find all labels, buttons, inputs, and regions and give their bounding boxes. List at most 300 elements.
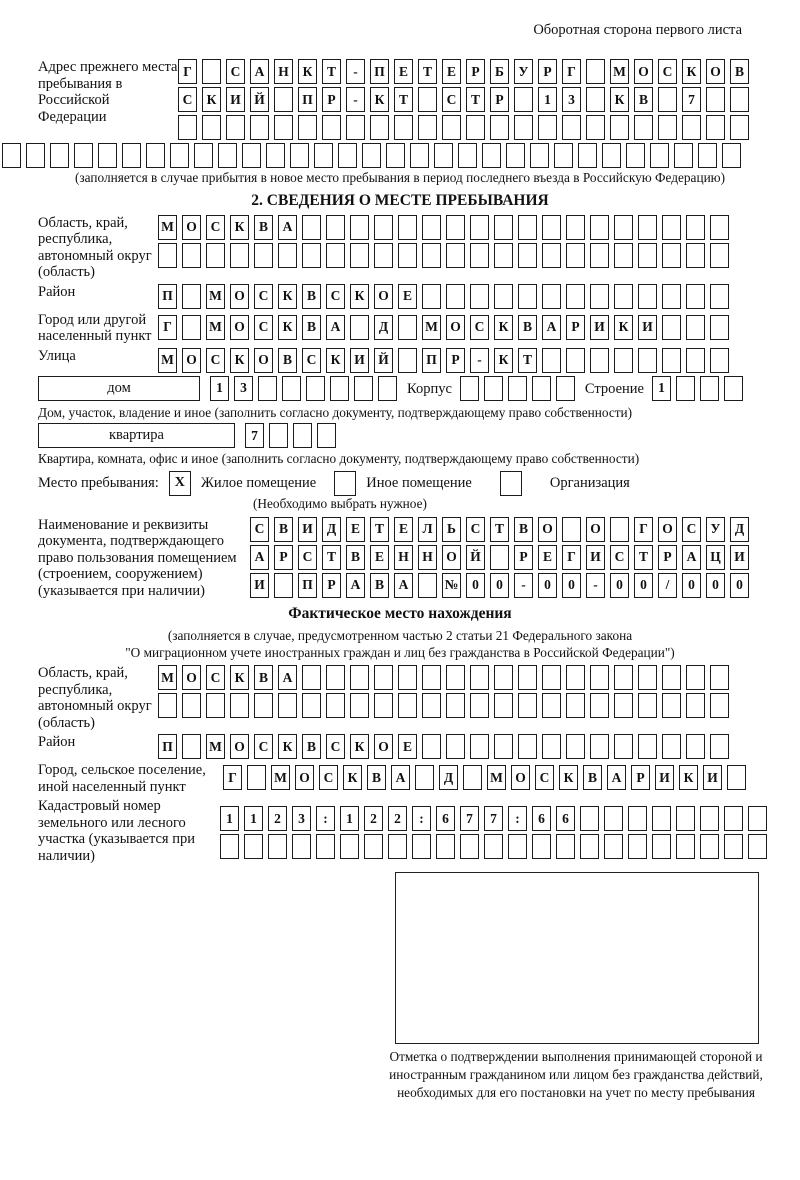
char-cell[interactable]	[247, 765, 266, 790]
char-cell[interactable]	[418, 87, 437, 112]
char-cell[interactable]: Е	[398, 284, 417, 309]
char-cell[interactable]	[542, 284, 561, 309]
char-cell[interactable]: В	[254, 215, 273, 240]
char-cell[interactable]	[446, 734, 465, 759]
char-cell[interactable]: П	[298, 573, 317, 598]
char-cell[interactable]: К	[230, 215, 249, 240]
char-cell[interactable]	[484, 376, 503, 401]
char-cell[interactable]: Г	[562, 545, 581, 570]
oblast-row-1[interactable]	[158, 215, 729, 240]
char-cell[interactable]	[514, 115, 533, 140]
char-cell[interactable]: К	[610, 87, 629, 112]
char-cell[interactable]: 6	[532, 806, 551, 831]
char-cell[interactable]: Д	[322, 517, 341, 542]
raion-cells[interactable]	[158, 284, 729, 309]
char-cell[interactable]	[122, 143, 141, 168]
char-cell[interactable]: В	[367, 765, 386, 790]
char-cell[interactable]	[652, 806, 671, 831]
char-cell[interactable]: 2	[388, 806, 407, 831]
char-cell[interactable]	[686, 284, 705, 309]
char-cell[interactable]	[354, 376, 373, 401]
char-cell[interactable]: 0	[610, 573, 629, 598]
char-cell[interactable]	[398, 243, 417, 268]
char-cell[interactable]	[278, 243, 297, 268]
char-cell[interactable]: М	[422, 315, 441, 340]
char-cell[interactable]: -	[586, 573, 605, 598]
char-cell[interactable]	[676, 806, 695, 831]
char-cell[interactable]: К	[343, 765, 362, 790]
char-cell[interactable]: 7	[460, 806, 479, 831]
char-cell[interactable]	[590, 665, 609, 690]
char-cell[interactable]	[628, 806, 647, 831]
char-cell[interactable]	[466, 115, 485, 140]
char-cell[interactable]: М	[158, 215, 177, 240]
char-cell[interactable]	[463, 765, 482, 790]
char-cell[interactable]: Р	[446, 348, 465, 373]
char-cell[interactable]	[446, 284, 465, 309]
char-cell[interactable]: Р	[274, 545, 293, 570]
char-cell[interactable]: О	[230, 315, 249, 340]
checkbox-organizatsiya[interactable]	[500, 471, 522, 496]
char-cell[interactable]: П	[298, 87, 317, 112]
char-cell[interactable]: Е	[370, 545, 389, 570]
char-cell[interactable]: Т	[466, 87, 485, 112]
char-cell[interactable]	[434, 143, 453, 168]
char-cell[interactable]	[302, 665, 321, 690]
char-cell[interactable]	[662, 215, 681, 240]
char-cell[interactable]	[518, 284, 537, 309]
char-cell[interactable]: С	[206, 348, 225, 373]
char-cell[interactable]: 0	[682, 573, 701, 598]
stroenie-cells[interactable]	[652, 376, 743, 401]
char-cell[interactable]: О	[230, 284, 249, 309]
char-cell[interactable]: М	[610, 59, 629, 84]
char-cell[interactable]	[686, 665, 705, 690]
char-cell[interactable]	[542, 348, 561, 373]
char-cell[interactable]	[460, 834, 479, 859]
char-cell[interactable]	[436, 834, 455, 859]
char-cell[interactable]: О	[511, 765, 530, 790]
char-cell[interactable]	[415, 765, 434, 790]
char-cell[interactable]: О	[182, 215, 201, 240]
char-cell[interactable]	[566, 284, 585, 309]
char-cell[interactable]	[710, 348, 729, 373]
char-cell[interactable]	[662, 665, 681, 690]
char-cell[interactable]	[562, 115, 581, 140]
char-cell[interactable]: А	[278, 215, 297, 240]
char-cell[interactable]	[556, 834, 575, 859]
char-cell[interactable]: Н	[274, 59, 293, 84]
char-cell[interactable]: В	[302, 734, 321, 759]
char-cell[interactable]	[586, 59, 605, 84]
char-cell[interactable]	[302, 243, 321, 268]
char-cell[interactable]	[178, 115, 197, 140]
char-cell[interactable]: П	[158, 284, 177, 309]
char-cell[interactable]	[494, 284, 513, 309]
house-number-cells[interactable]	[210, 376, 397, 401]
char-cell[interactable]	[322, 115, 341, 140]
char-cell[interactable]	[258, 376, 277, 401]
prev-address-row-2[interactable]	[178, 87, 749, 112]
char-cell[interactable]: М	[206, 315, 225, 340]
char-cell[interactable]	[206, 243, 225, 268]
char-cell[interactable]	[458, 143, 477, 168]
char-cell[interactable]: :	[412, 806, 431, 831]
char-cell[interactable]	[566, 665, 585, 690]
char-cell[interactable]: /	[658, 573, 677, 598]
char-cell[interactable]	[626, 143, 645, 168]
char-cell[interactable]: К	[298, 59, 317, 84]
korpus-cells[interactable]	[460, 376, 575, 401]
char-cell[interactable]	[676, 376, 695, 401]
char-cell[interactable]: С	[206, 215, 225, 240]
char-cell[interactable]	[658, 87, 677, 112]
char-cell[interactable]: Т	[634, 545, 653, 570]
char-cell[interactable]: Р	[490, 87, 509, 112]
char-cell[interactable]	[590, 693, 609, 718]
char-cell[interactable]	[554, 143, 573, 168]
char-cell[interactable]: :	[508, 806, 527, 831]
char-cell[interactable]	[602, 143, 621, 168]
char-cell[interactable]: К	[559, 765, 578, 790]
char-cell[interactable]: Л	[418, 517, 437, 542]
char-cell[interactable]: 7	[245, 423, 264, 448]
char-cell[interactable]: И	[250, 573, 269, 598]
char-cell[interactable]	[418, 115, 437, 140]
char-cell[interactable]	[146, 143, 165, 168]
char-cell[interactable]: В	[254, 665, 273, 690]
house-type-box[interactable]: дом	[38, 376, 200, 401]
char-cell[interactable]	[638, 693, 657, 718]
char-cell[interactable]	[686, 243, 705, 268]
char-cell[interactable]	[98, 143, 117, 168]
char-cell[interactable]: О	[374, 284, 393, 309]
char-cell[interactable]: 7	[484, 806, 503, 831]
char-cell[interactable]: В	[346, 545, 365, 570]
char-cell[interactable]: Г	[562, 59, 581, 84]
char-cell[interactable]	[662, 348, 681, 373]
char-cell[interactable]	[508, 376, 527, 401]
char-cell[interactable]	[532, 834, 551, 859]
char-cell[interactable]	[460, 376, 479, 401]
char-cell[interactable]	[244, 834, 263, 859]
char-cell[interactable]	[230, 693, 249, 718]
char-cell[interactable]: 2	[268, 806, 287, 831]
char-cell[interactable]	[698, 143, 717, 168]
char-cell[interactable]	[566, 693, 585, 718]
char-cell[interactable]: О	[442, 545, 461, 570]
char-cell[interactable]	[158, 693, 177, 718]
char-cell[interactable]	[662, 243, 681, 268]
char-cell[interactable]: Е	[394, 517, 413, 542]
char-cell[interactable]	[293, 423, 312, 448]
char-cell[interactable]: А	[250, 59, 269, 84]
char-cell[interactable]	[556, 376, 575, 401]
char-cell[interactable]: С	[466, 517, 485, 542]
char-cell[interactable]: В	[634, 87, 653, 112]
char-cell[interactable]: Д	[730, 517, 749, 542]
char-cell[interactable]	[50, 143, 69, 168]
char-cell[interactable]	[538, 115, 557, 140]
char-cell[interactable]	[470, 215, 489, 240]
fact-raion-cells[interactable]	[158, 734, 729, 759]
char-cell[interactable]	[686, 693, 705, 718]
char-cell[interactable]: К	[682, 59, 701, 84]
char-cell[interactable]: -	[346, 87, 365, 112]
char-cell[interactable]	[614, 215, 633, 240]
char-cell[interactable]	[398, 215, 417, 240]
char-cell[interactable]	[242, 143, 261, 168]
char-cell[interactable]: 3	[292, 806, 311, 831]
char-cell[interactable]: 3	[562, 87, 581, 112]
char-cell[interactable]: Б	[490, 59, 509, 84]
char-cell[interactable]: А	[346, 573, 365, 598]
char-cell[interactable]	[374, 243, 393, 268]
char-cell[interactable]: Д	[374, 315, 393, 340]
char-cell[interactable]	[316, 834, 335, 859]
char-cell[interactable]	[182, 284, 201, 309]
char-cell[interactable]: -	[470, 348, 489, 373]
char-cell[interactable]: Р	[566, 315, 585, 340]
char-cell[interactable]: Н	[394, 545, 413, 570]
char-cell[interactable]	[604, 834, 623, 859]
char-cell[interactable]: М	[158, 348, 177, 373]
char-cell[interactable]: Й	[466, 545, 485, 570]
char-cell[interactable]: П	[422, 348, 441, 373]
char-cell[interactable]: С	[302, 348, 321, 373]
char-cell[interactable]	[218, 143, 237, 168]
char-cell[interactable]	[484, 834, 503, 859]
char-cell[interactable]	[542, 215, 561, 240]
char-cell[interactable]	[638, 243, 657, 268]
char-cell[interactable]	[686, 315, 705, 340]
char-cell[interactable]	[730, 87, 749, 112]
char-cell[interactable]: К	[278, 734, 297, 759]
char-cell[interactable]: В	[583, 765, 602, 790]
char-cell[interactable]	[682, 115, 701, 140]
char-cell[interactable]	[724, 834, 743, 859]
char-cell[interactable]	[254, 693, 273, 718]
char-cell[interactable]	[350, 693, 369, 718]
char-cell[interactable]: 1	[220, 806, 239, 831]
cadastral-row-1[interactable]	[220, 806, 767, 831]
char-cell[interactable]: К	[350, 734, 369, 759]
char-cell[interactable]	[634, 115, 653, 140]
char-cell[interactable]: А	[682, 545, 701, 570]
char-cell[interactable]	[398, 315, 417, 340]
char-cell[interactable]	[482, 143, 501, 168]
char-cell[interactable]: П	[370, 59, 389, 84]
char-cell[interactable]: Г	[634, 517, 653, 542]
char-cell[interactable]	[580, 806, 599, 831]
char-cell[interactable]	[398, 693, 417, 718]
char-cell[interactable]: Г	[178, 59, 197, 84]
char-cell[interactable]: О	[182, 665, 201, 690]
char-cell[interactable]: 0	[538, 573, 557, 598]
char-cell[interactable]	[422, 284, 441, 309]
char-cell[interactable]: В	[302, 315, 321, 340]
char-cell[interactable]	[2, 143, 21, 168]
char-cell[interactable]	[650, 143, 669, 168]
char-cell[interactable]: -	[346, 59, 365, 84]
char-cell[interactable]: М	[158, 665, 177, 690]
char-cell[interactable]: Е	[538, 545, 557, 570]
char-cell[interactable]: 1	[210, 376, 229, 401]
char-cell[interactable]	[610, 517, 629, 542]
char-cell[interactable]	[374, 215, 393, 240]
char-cell[interactable]	[610, 115, 629, 140]
document-row-1[interactable]	[250, 517, 749, 542]
char-cell[interactable]: Р	[658, 545, 677, 570]
char-cell[interactable]	[388, 834, 407, 859]
char-cell[interactable]	[566, 243, 585, 268]
char-cell[interactable]: 7	[682, 87, 701, 112]
char-cell[interactable]	[326, 215, 345, 240]
char-cell[interactable]	[268, 834, 287, 859]
char-cell[interactable]	[446, 215, 465, 240]
char-cell[interactable]	[194, 143, 213, 168]
char-cell[interactable]	[518, 215, 537, 240]
char-cell[interactable]	[378, 376, 397, 401]
char-cell[interactable]: М	[487, 765, 506, 790]
char-cell[interactable]	[614, 665, 633, 690]
char-cell[interactable]	[386, 143, 405, 168]
fact-oblast-row-2[interactable]	[158, 693, 729, 718]
char-cell[interactable]: В	[302, 284, 321, 309]
char-cell[interactable]	[604, 806, 623, 831]
char-cell[interactable]	[662, 315, 681, 340]
char-cell[interactable]	[700, 834, 719, 859]
char-cell[interactable]: Г	[223, 765, 242, 790]
char-cell[interactable]	[730, 115, 749, 140]
char-cell[interactable]	[578, 143, 597, 168]
char-cell[interactable]: Т	[394, 87, 413, 112]
char-cell[interactable]: К	[350, 284, 369, 309]
char-cell[interactable]: О	[182, 348, 201, 373]
char-cell[interactable]: О	[658, 517, 677, 542]
char-cell[interactable]	[314, 143, 333, 168]
char-cell[interactable]: К	[370, 87, 389, 112]
char-cell[interactable]: О	[586, 517, 605, 542]
char-cell[interactable]	[542, 665, 561, 690]
char-cell[interactable]: 0	[730, 573, 749, 598]
char-cell[interactable]	[652, 834, 671, 859]
char-cell[interactable]	[580, 834, 599, 859]
char-cell[interactable]	[330, 376, 349, 401]
char-cell[interactable]	[338, 143, 357, 168]
document-row-2[interactable]	[250, 545, 749, 570]
char-cell[interactable]: А	[394, 573, 413, 598]
char-cell[interactable]	[350, 315, 369, 340]
char-cell[interactable]	[274, 115, 293, 140]
char-cell[interactable]	[74, 143, 93, 168]
char-cell[interactable]: И	[703, 765, 722, 790]
char-cell[interactable]	[590, 734, 609, 759]
char-cell[interactable]	[518, 734, 537, 759]
char-cell[interactable]	[494, 734, 513, 759]
char-cell[interactable]	[494, 693, 513, 718]
char-cell[interactable]	[374, 693, 393, 718]
char-cell[interactable]: :	[316, 806, 335, 831]
char-cell[interactable]	[394, 115, 413, 140]
char-cell[interactable]: Г	[158, 315, 177, 340]
char-cell[interactable]: 0	[634, 573, 653, 598]
char-cell[interactable]: С	[682, 517, 701, 542]
char-cell[interactable]: А	[326, 315, 345, 340]
char-cell[interactable]	[566, 215, 585, 240]
char-cell[interactable]: А	[607, 765, 626, 790]
char-cell[interactable]	[494, 665, 513, 690]
char-cell[interactable]	[26, 143, 45, 168]
char-cell[interactable]: К	[326, 348, 345, 373]
char-cell[interactable]	[278, 693, 297, 718]
char-cell[interactable]	[446, 665, 465, 690]
char-cell[interactable]: О	[538, 517, 557, 542]
char-cell[interactable]: В	[278, 348, 297, 373]
char-cell[interactable]	[494, 215, 513, 240]
char-cell[interactable]	[638, 215, 657, 240]
char-cell[interactable]: И	[730, 545, 749, 570]
char-cell[interactable]: А	[542, 315, 561, 340]
oblast-row-2[interactable]	[158, 243, 729, 268]
char-cell[interactable]	[710, 734, 729, 759]
char-cell[interactable]: И	[638, 315, 657, 340]
char-cell[interactable]	[412, 834, 431, 859]
char-cell[interactable]	[508, 834, 527, 859]
char-cell[interactable]	[298, 115, 317, 140]
char-cell[interactable]: У	[706, 517, 725, 542]
prev-address-row-4[interactable]	[2, 143, 762, 168]
char-cell[interactable]: И	[350, 348, 369, 373]
char-cell[interactable]	[317, 423, 336, 448]
char-cell[interactable]	[562, 517, 581, 542]
char-cell[interactable]	[302, 693, 321, 718]
char-cell[interactable]: -	[514, 573, 533, 598]
char-cell[interactable]	[226, 115, 245, 140]
char-cell[interactable]: Т	[490, 517, 509, 542]
char-cell[interactable]	[722, 143, 741, 168]
char-cell[interactable]: Т	[370, 517, 389, 542]
char-cell[interactable]	[518, 665, 537, 690]
char-cell[interactable]	[398, 665, 417, 690]
char-cell[interactable]	[727, 765, 746, 790]
char-cell[interactable]: Й	[374, 348, 393, 373]
char-cell[interactable]: 1	[340, 806, 359, 831]
char-cell[interactable]: К	[679, 765, 698, 790]
char-cell[interactable]	[710, 243, 729, 268]
char-cell[interactable]	[638, 348, 657, 373]
char-cell[interactable]	[706, 115, 725, 140]
char-cell[interactable]: К	[230, 348, 249, 373]
char-cell[interactable]	[442, 115, 461, 140]
char-cell[interactable]: К	[278, 315, 297, 340]
char-cell[interactable]	[398, 348, 417, 373]
char-cell[interactable]	[490, 115, 509, 140]
char-cell[interactable]	[470, 284, 489, 309]
char-cell[interactable]: Т	[322, 545, 341, 570]
char-cell[interactable]	[266, 143, 285, 168]
char-cell[interactable]: В	[370, 573, 389, 598]
char-cell[interactable]: 1	[244, 806, 263, 831]
char-cell[interactable]	[674, 143, 693, 168]
char-cell[interactable]: Р	[538, 59, 557, 84]
char-cell[interactable]: А	[250, 545, 269, 570]
char-cell[interactable]	[418, 573, 437, 598]
char-cell[interactable]: 6	[556, 806, 575, 831]
char-cell[interactable]: С	[326, 284, 345, 309]
char-cell[interactable]: С	[658, 59, 677, 84]
document-row-3[interactable]	[250, 573, 749, 598]
